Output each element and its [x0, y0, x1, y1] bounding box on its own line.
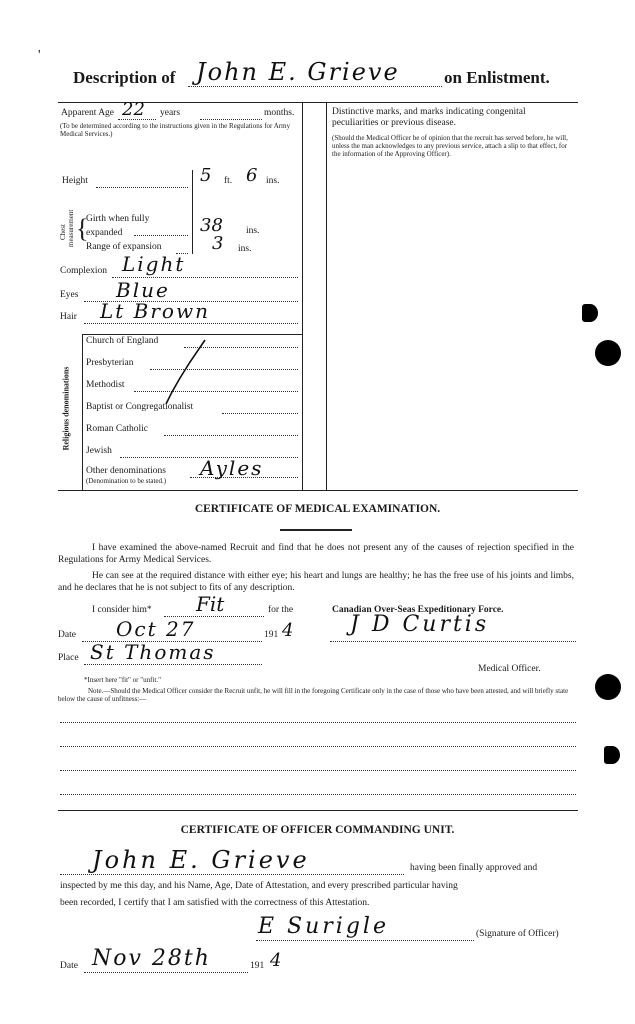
- range-ins-label: ins.: [238, 244, 252, 254]
- marks-note: (Should the Medical Officer be of opinion that the recruit has served before, he will, unless the man acknowledges to any previous service, attach a slip to that effect, for the information of the Approving Officer).: [332, 134, 568, 158]
- commanding-signature-line: [256, 940, 474, 941]
- consider-label: I consider him*: [92, 605, 152, 615]
- religion-note: (Denomination to be stated.): [86, 477, 167, 485]
- complexion-label: Complexion: [60, 266, 107, 276]
- age-value: 22: [122, 99, 145, 120]
- commanding-year-digit: 4: [270, 950, 282, 971]
- place-label: Place: [58, 653, 79, 663]
- religion-check-stroke: [166, 340, 205, 404]
- commanding-year-prefix: 191: [250, 961, 265, 971]
- hair-value: Lt Brown: [100, 299, 210, 323]
- commanding-name-line: [60, 874, 404, 875]
- medical-year-prefix: 191: [264, 630, 279, 640]
- height-inches: 6: [246, 165, 258, 186]
- commanding-officer-signature: E Surigle: [258, 914, 389, 939]
- medical-officer-signature: J D Curtis: [350, 612, 490, 637]
- commanding-text-1: having been finally approved and: [410, 863, 538, 873]
- commanding-heading: CERTIFICATE OF OFFICER COMMANDING UNIT.: [180, 824, 455, 836]
- commanding-text-3: been recorded, I certify that I am satisfied with the correctness of this Attestation.: [60, 898, 370, 908]
- chest-brace: {: [76, 214, 89, 243]
- commanding-recruit-name: John E. Grieve: [92, 846, 310, 874]
- unfitness-line: [60, 722, 576, 723]
- title-suffix: on Enlistment.: [444, 68, 550, 87]
- religion-other-value: Ayles: [200, 456, 264, 480]
- medical-signature-line: [330, 641, 576, 642]
- religion-presbyterian: Presbyterian: [86, 358, 134, 368]
- medical-para-2: He can see at the required distance with either eye; his heart and lungs are healthy; he has the free use of his joints and limbs, and he declares that he is not subject to fits of any description.: [58, 571, 574, 593]
- medical-heading-rule: [280, 529, 352, 531]
- eyes-value: Blue: [116, 278, 170, 302]
- height-ft-label: ft.: [224, 176, 233, 186]
- religion-other: Other denominations: [86, 466, 166, 476]
- marks-heading: Distinctive marks, and marks indicating congenital peculiarities or previous disease.: [332, 107, 526, 128]
- for-the-label: for the: [268, 605, 294, 615]
- height-label: Height: [62, 176, 88, 186]
- months-label: months.: [264, 108, 295, 118]
- medical-officer-label: Medical Officer.: [478, 664, 541, 674]
- religion-church-of-england: Church of England: [86, 336, 159, 346]
- medical-heading: CERTIFICATE OF MEDICAL EXAMINATION.: [194, 503, 441, 515]
- punch-hole: [595, 340, 621, 366]
- unfitness-line: [60, 770, 576, 771]
- medical-date-value: Oct 27: [116, 617, 196, 641]
- medical-note: Note.—Should the Medical Officer consider the Recruit unfit, he will fill in the foregoing Certificate only in the case of those who have been attested, and will briefly state below the cause of unfitness:—: [58, 687, 569, 703]
- age-note: (To be determined according to the instructions given in the Regulations for Army Medical Services.): [60, 122, 291, 138]
- binding-hole-mark: [604, 746, 620, 764]
- medical-year-digit: 4: [282, 620, 294, 641]
- medical-para-1: I have examined the above-named Recruit and find that he does not present any of the causes of rejection specified in the Regulations for Army Medical Services.: [58, 543, 574, 565]
- commanding-date-line: [84, 972, 248, 973]
- force-name: Canadian Over-Seas Expeditionary Force.: [332, 605, 504, 615]
- place-line: [84, 664, 262, 665]
- religion-group-label: Religious denominations: [61, 366, 71, 451]
- punch-hole: [595, 674, 621, 700]
- girth-label: Girth when fully expanded: [86, 214, 150, 238]
- religion-methodist: Methodist: [86, 380, 125, 390]
- commanding-date-label: Date: [60, 961, 78, 971]
- unfitness-line: [60, 746, 576, 747]
- chest-group-label: Chest measurement: [59, 209, 75, 247]
- commanding-text-2: inspected by me this day, and his Name, Age, Date of Attestation, and every prescribed particular having: [60, 881, 458, 891]
- range-label: Range of expansion: [86, 242, 162, 252]
- religion-roman-catholic: Roman Catholic: [86, 424, 149, 434]
- complexion-value: Light: [122, 252, 186, 276]
- eyes-label: Eyes: [60, 290, 79, 300]
- stray-mark: ': [38, 48, 41, 63]
- height-ins-label: ins.: [266, 176, 280, 186]
- title-prefix: Description of: [73, 68, 176, 87]
- religion-jewish: Jewish: [86, 446, 112, 456]
- range-value: 3: [212, 233, 224, 254]
- recruit-name: John E. Grieve: [196, 58, 400, 86]
- religion-baptist: Baptist or Congregationalist: [86, 402, 194, 412]
- age-label: Apparent Age: [61, 108, 115, 118]
- insert-note: *Insert here "fit" or "unfit.": [84, 676, 161, 684]
- place-value: St Thomas: [90, 640, 216, 664]
- fit-value: Fit: [196, 592, 225, 616]
- hair-label: Hair: [60, 312, 77, 322]
- girth-value: 38: [200, 215, 223, 236]
- section-rule: [58, 810, 578, 811]
- binding-hole-mark: [582, 304, 598, 322]
- girth-ins-label: ins.: [246, 226, 260, 236]
- signature-of-officer-label: (Signature of Officer): [476, 929, 559, 939]
- years-label: years: [160, 108, 181, 118]
- height-feet: 5: [200, 165, 212, 186]
- commanding-date-value: Nov 28th: [92, 946, 211, 971]
- medical-date-label: Date: [58, 630, 76, 640]
- unfitness-line: [60, 794, 576, 795]
